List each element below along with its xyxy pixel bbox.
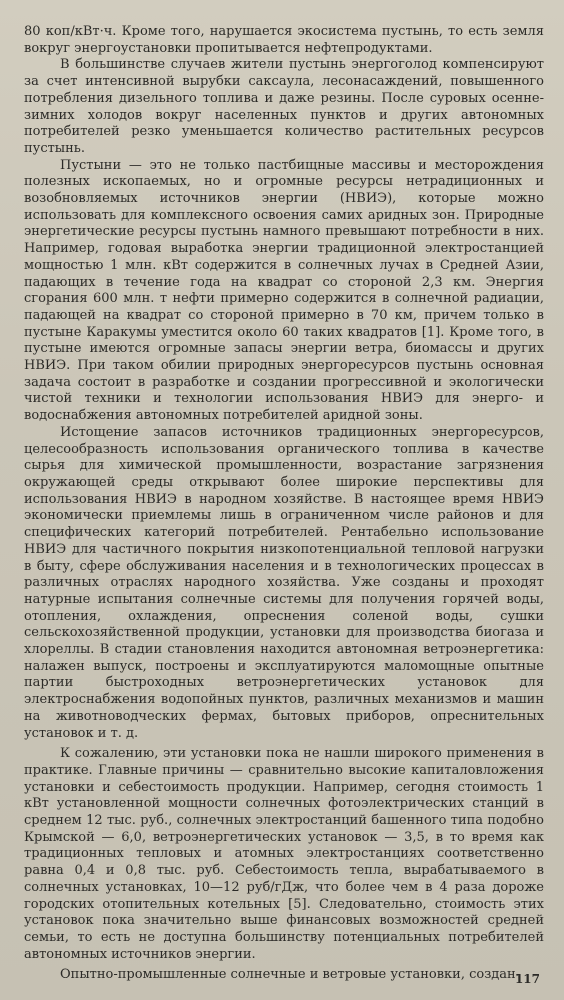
paragraph-pilot-installations: Опытно-промышленные солнечные и ветровые установки, создан- [60,967,521,983]
page-number: 117 [514,972,540,987]
paragraph-costs: К сожалению, эти установки пока не нашли широкого применения в практике. Главные причины — сравнительно высокие капиталовложения установки и себестоимость продукции. Например, сегодня стоимость 1 кВт установленной мощности солнечных фотоэлектрических станций в среднем 12 тыс. руб., солнечных электростанций башенного типа подобно Крымской — 6,0, ветроэнергетических установок — 3,5, в то время как традиционных тепловых и атомных электростанциях соответственно равна 0,4 и 0,8 тыс. руб. Себестоимость тепла, вырабатываемого в солнечных установках, 10—12 руб/гДж, что более чем в 4 раза дороже городских отопительных котельных [5]. Следовательно, стоимость этих установок пока значительно выше финансовых возможностей средней семьи, то есть не доступна большинству потенциальных потребителей автономных источников энергии. [24,746,544,962]
paragraph-desert-resources: Пустыни — это не только пастбищные массивы и месторождения полезных ископаемых, но и огромные ресурсы нетрадиционных и возобновляемых источников энергии (НВИЭ), которые можно использовать для комплексного освоения самих аридных зон. Природные энергетические ресурсы пустынь намного превышают потребности в них. Например, годовая выработка энергии традиционной электростанцией мощностью 1 млн. кВт содержится в солнечных лучах в Средней Азии, падающих в течение года на квадрат со стороной 2,3 км. Энергия сгорания 600 млн. т нефти примерно содержится в солнечной радиации, падающей на квадрат со стороной примерно в 70 км, причем только в пустыне Каракумы уместится около 60 таких квадратов [1]. Кроме того, в пустыне имеются огромные запасы энергии ветра, биомассы и других НВИЭ. При таком обилии природных энергоресурсов пустынь основная задача состоит в разработке и создании прогрессивной и экологически чистой техники и технологии использования НВИЭ для энерго- и водоснабжения автономных потребителей аридной зоны. [24,157,544,424]
paragraph-continuation: 80 коп/кВт·ч. Кроме того, нарушается экосистема пустынь, то есть земля вокруг энергоустановки пропитывается нефтепродуктами. [24,24,544,56]
paragraph-energy-hunger: В большинстве случаев жители пустынь энергоголод компенсируют за счет интенсивной вырубки саксаула, лесонасаждений, повышенного потребления дизельного топлива и даже резины. После суровых осенне-зимних холодов вокруг населенных пунктов и других автономных потребителей резко уменьшается количество растительных ресурсов пустынь. [24,57,544,156]
paragraph-resource-depletion: Истощение запасов источников традиционных энергоресурсов, целесообразность использования органического топлива в качестве сырья для химической промышленности, возрастание загрязнения окружающей среды открывают более широкие перспективы для использования НВИЭ в народном хозяйстве. В настоящее время НВИЭ экономически приемлемы лишь в ограниченном числе районов и для специфических категорий потребителей. Рентабельно использование НВИЭ для частичного покрытия низкопотенциальной тепловой нагрузки в быту, сфере обслуживания населения и в технологических процессах в различных отраслях народного хозяйства. Уже созданы и проходят натурные испытания солнечные системы для получения горячей воды, отопления, охлаждения, опреснения соленой воды, сушки сельскохозяйственной продукции, установки для производства биогаза и хлореллы. В стадии становления находится автономная ветроэнергетика: налажен выпуск, построены и эксплуатируются маломощные опытные партии быстроходных ветроэнергетических установок для электроснабжения водопойных пунктов, различных механизмов и машин на животноводческих фермах, бытовых приборов, опреснительных установок и т. д. [24,424,544,741]
